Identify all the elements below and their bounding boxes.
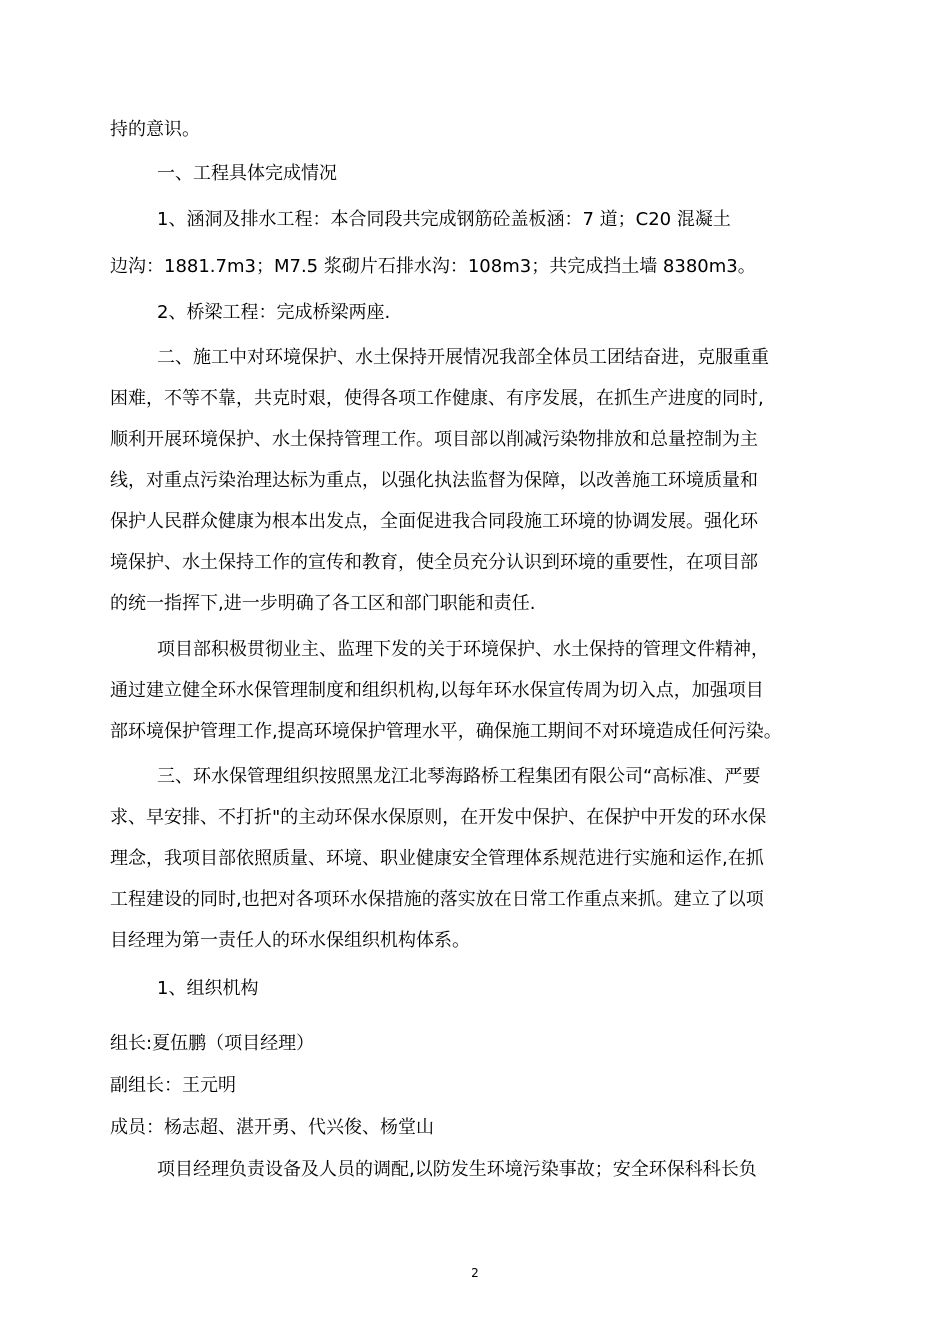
paragraph-line: 通过建立健全环水保管理制度和组织机构,以每年环水保宣传周为切入点，加强项目 [110, 680, 764, 701]
paragraph-line: 项目部积极贯彻业主、监理下发的关于环境保护、水土保持的管理文件精神， [157, 639, 769, 660]
team-leader-line: 组长:夏伍鹏（项目经理） [110, 1033, 315, 1054]
section-heading-3: 三、环水保管理组织按照黑龙江北琴海路桥工程集团有限公司“高标准、严要 [157, 766, 761, 787]
paragraph-line: 顺利开展环境保护、水土保持管理工作。项目部以削减污染物排放和总量控制为主 [110, 429, 758, 450]
section-heading-2: 二、施工中对环境保护、水土保持开展情况我部全体员工团结奋进，克服重重 [157, 347, 769, 368]
paragraph-line: 线，对重点污染治理达标为重点，以强化执法监督为保障，以改善施工环境质量和 [110, 470, 758, 491]
paragraph-line: 求、早安排、不打折"的主动环保水保原则，在开发中保护、在保护中开发的环水保 [110, 807, 767, 828]
paragraph-line: 1、涵洞及排水工程：本合同段共完成钢筋砼盖板涵：7 道；C20 混凝土 [157, 209, 731, 230]
paragraph-line: 持的意识。 [110, 119, 200, 140]
subsection-heading: 1、组织机构 [157, 978, 259, 999]
paragraph-line: 2、桥梁工程：完成桥梁两座. [157, 302, 391, 323]
paragraph-line: 目经理为第一责任人的环水保组织机构体系。 [110, 930, 470, 951]
paragraph-line: 理念，我项目部依照质量、环境、职业健康安全管理体系规范进行实施和运作,在抓 [110, 848, 764, 869]
paragraph-line: 部环境保护管理工作,提高环境保护管理水平，确保施工期间不对环境造成任何污染。 [110, 721, 782, 742]
paragraph-line: 困难，不等不靠，共克时艰，使得各项工作健康、有序发展，在抓生产进度的同时, [110, 388, 764, 409]
paragraph-line: 境保护、水土保持工作的宣传和教育，使全员充分认识到环境的重要性，在项目部 [110, 552, 758, 573]
paragraph-line: 项目经理负责设备及人员的调配,以防发生环境污染事故；安全环保科科长负 [157, 1159, 757, 1180]
members-line: 成员：杨志超、湛开勇、代兴俊、杨堂山 [110, 1117, 434, 1138]
paragraph-line: 边沟：1881.7m3；M7.5 浆砌片石排水沟：108m3；共完成挡土墙 8380m3。 [110, 256, 756, 277]
paragraph-line: 保护人民群众健康为根本出发点，全面促进我合同段施工环境的协调发展。强化环 [110, 511, 758, 532]
deputy-leader-line: 副组长：王元明 [110, 1075, 236, 1096]
paragraph-line: 的统一指挥下,进一步明确了各工区和部门职能和责任. [110, 593, 536, 614]
paragraph-line: 工程建设的同时,也把对各项环水保措施的落实放在日常工作重点来抓。建立了以项 [110, 889, 764, 910]
page-number: 2 [471, 1266, 479, 1280]
section-heading-1: 一、工程具体完成情况 [157, 163, 337, 184]
